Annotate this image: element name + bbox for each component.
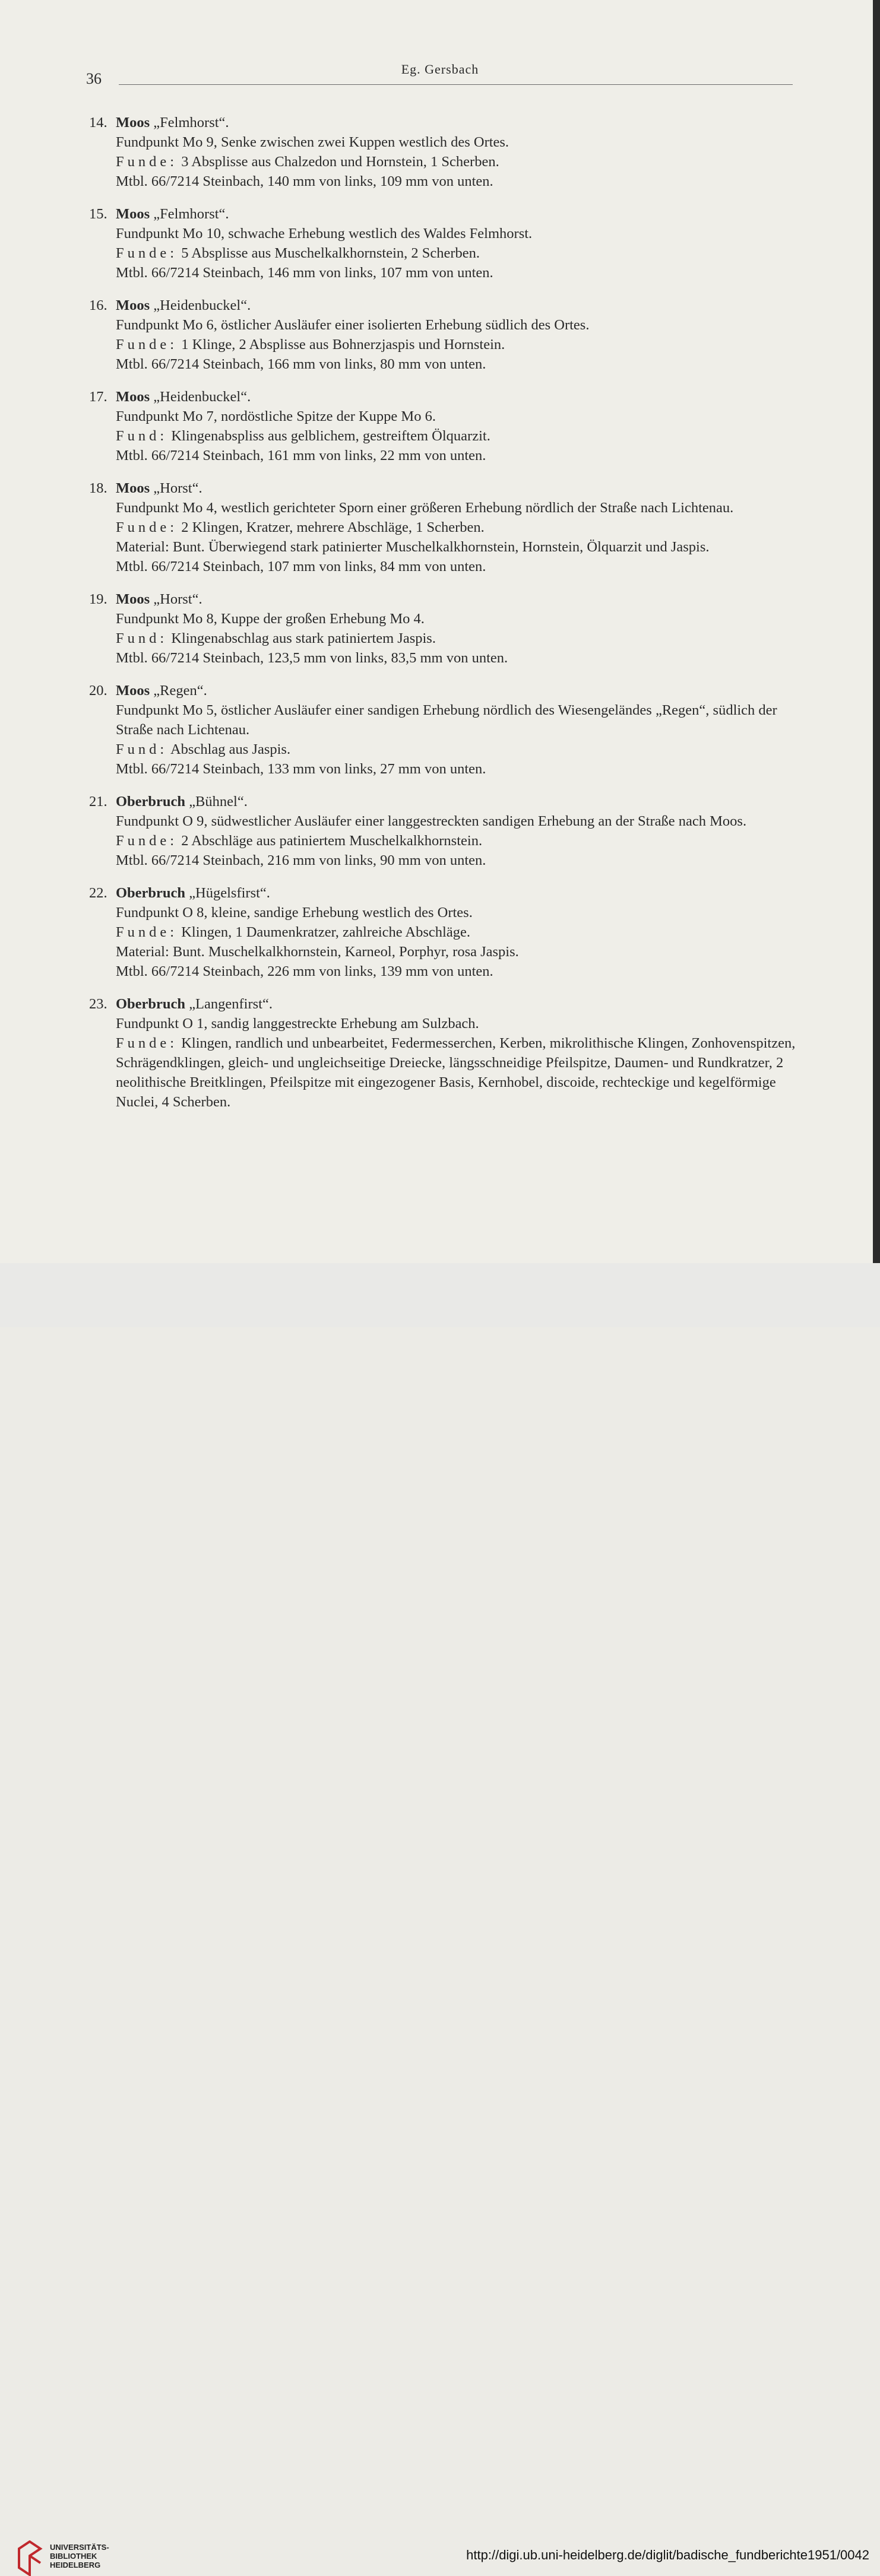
entry-site-name: „Heidenbuckel“. [153, 297, 251, 313]
entry-line [89, 152, 813, 172]
site-entry [89, 681, 813, 779]
entry-line [89, 962, 813, 981]
finds-label: Funde: [116, 519, 178, 535]
entry-line-text: Klingenabschlag aus stark patiniertem Jaspis. [171, 630, 436, 646]
entry-line [89, 700, 813, 740]
entry-heading [89, 204, 813, 224]
entry-line [89, 759, 813, 779]
entry-heading [89, 113, 813, 132]
entry-line [89, 942, 813, 962]
entry-heading [89, 681, 813, 700]
entry-line-text: Klingen, randlich und unbearbeitet, Federmesserchen, Kerben, mikrolithische Klingen, Zonhovenspitzen, Schrägendklingen, gleich- und ungleichseitige Dreiecke, längsschneidige Pfeilspitze, Daumen- und Rundkratzer, 2 neolithische Breitklingen, Pfeilspitze mit eingezogener Basis, Kernhobel, discoide, rechteckige und kegelförmige Nuclei, 4 Scherben. [116, 1035, 796, 1110]
entry-heading [89, 478, 813, 498]
entry-line-text: Fundpunkt Mo 9, Senke zwischen zwei Kuppen westlich des Ortes. [116, 134, 509, 150]
entry-line-text: Fundpunkt Mo 10, schwache Erhebung westlich des Waldes Felmhorst. [116, 226, 533, 242]
entry-line [89, 354, 813, 374]
entry-line [89, 132, 813, 152]
entry-line-text: 2 Klingen, Kratzer, mehrere Abschläge, 1 Scherben. [181, 519, 485, 535]
entry-number: 16. [89, 297, 107, 313]
entry-line [89, 243, 813, 263]
entry-line [89, 446, 813, 465]
entry-line-text: 5 Absplisse aus Muschelkalkhornstein, 2 Scherben. [181, 245, 480, 261]
footer-bar [0, 1263, 880, 2569]
entry-line-text: Fundpunkt Mo 8, Kuppe der großen Erhebung Mo 4. [116, 611, 425, 627]
entry-heading [89, 296, 813, 315]
entry-line-text: Klingen, 1 Daumenkratzer, zahlreiche Abschläge. [181, 924, 470, 940]
finds-label: Fund: [116, 741, 168, 757]
entry-line-text: Mtbl. 66/7214 Steinbach, 161 mm von links, 22 mm von unten. [116, 448, 486, 464]
library-name [50, 2543, 109, 2569]
finds-label: Fund: [116, 630, 168, 646]
entry-site-name: „Horst“. [153, 591, 202, 607]
entry-line [89, 537, 813, 557]
entry-heading [89, 387, 813, 407]
entry-place: Moos [116, 206, 150, 222]
finds-label: Funde: [116, 833, 178, 849]
entry-line-text: Fundpunkt Mo 6, östlicher Ausläufer einer isolierten Erhebung südlich des Ortes. [116, 317, 590, 333]
entry-heading [89, 883, 813, 903]
site-entry [89, 296, 813, 374]
entry-number: 18. [89, 480, 107, 496]
entry-line [89, 518, 813, 537]
site-entry [89, 589, 813, 668]
entry-line [89, 851, 813, 870]
running-head: Eg. Gersbach [401, 62, 479, 77]
entry-line [89, 224, 813, 243]
entry-line [89, 1033, 813, 1112]
entry-line [89, 609, 813, 629]
entry-place: Moos [116, 389, 150, 405]
library-name-line: BIBLIOTHEK [50, 2552, 97, 2561]
entry-line [89, 172, 813, 191]
site-entry [89, 387, 813, 465]
finds-label: Funde: [116, 154, 178, 170]
entry-line [89, 335, 813, 354]
entry-site-name: „Regen“. [153, 683, 207, 699]
entry-number: 15. [89, 206, 107, 222]
entry-line-text: Mtbl. 66/7214 Steinbach, 123,5 mm von links, 83,5 mm von unten. [116, 650, 508, 666]
site-entry [89, 883, 813, 981]
site-entry [89, 994, 813, 1112]
entry-number: 23. [89, 996, 107, 1012]
entry-line [89, 263, 813, 283]
entry-line-text: 3 Absplisse aus Chalzedon und Hornstein, 1 Scherben. [181, 154, 499, 170]
site-entry [89, 792, 813, 870]
entry-line [89, 426, 813, 446]
entry-line-text: Mtbl. 66/7214 Steinbach, 166 mm von links, 80 mm von unten. [116, 356, 486, 372]
entry-line-text: Fundpunkt O 1, sandig langgestreckte Erhebung am Sulzbach. [116, 1016, 479, 1032]
site-entries [89, 113, 813, 1125]
entry-line [89, 740, 813, 759]
site-entry [89, 113, 813, 191]
entry-line-text: Fundpunkt O 9, südwestlicher Ausläufer einer langgestreckten sandigen Erhebung an der Straße nach Moos. [116, 813, 747, 829]
entry-place: Moos [116, 591, 150, 607]
entry-heading [89, 589, 813, 609]
entry-place: Oberbruch [116, 996, 186, 1012]
entry-line [89, 557, 813, 576]
entry-place: Moos [116, 297, 150, 313]
entry-place: Oberbruch [116, 794, 186, 810]
entry-number: 17. [89, 389, 107, 405]
entry-line-text: Mtbl. 66/7214 Steinbach, 216 mm von links, 90 mm von unten. [116, 852, 486, 868]
entry-line [89, 407, 813, 426]
entry-line [89, 498, 813, 518]
entry-line-text: Abschlag aus Jaspis. [170, 741, 291, 757]
entry-line-text: Mtbl. 66/7214 Steinbach, 226 mm von links, 139 mm von unten. [116, 963, 493, 979]
entry-place: Moos [116, 115, 150, 131]
entry-site-name: „Langenfirst“. [189, 996, 273, 1012]
entry-line-text: 2 Abschläge aus patiniertem Muschelkalkhornstein. [181, 833, 483, 849]
entry-heading [89, 792, 813, 811]
entry-line-text: Fundpunkt O 8, kleine, sandige Erhebung westlich des Ortes. [116, 905, 473, 921]
entry-site-name: „Bühnel“. [189, 794, 248, 810]
entry-place: Oberbruch [116, 885, 186, 901]
finds-label: Fund: [116, 428, 168, 444]
entry-site-name: „Heidenbuckel“. [153, 389, 251, 405]
entry-site-name: „Hügelsfirst“. [189, 885, 270, 901]
entry-line-text: Mtbl. 66/7214 Steinbach, 140 mm von links, 109 mm von unten. [116, 173, 493, 189]
entry-place: Moos [116, 683, 150, 699]
finds-label: Funde: [116, 1035, 178, 1051]
entry-line-text: Klingenabspliss aus gelblichem, gestreiftem Ölquarzit. [171, 428, 490, 444]
entry-number: 22. [89, 885, 107, 901]
entry-line [89, 903, 813, 922]
entry-number: 20. [89, 683, 107, 699]
entry-line-text: Fundpunkt Mo 7, nordöstliche Spitze der Kuppe Mo 6. [116, 408, 436, 424]
library-name-line: HEIDELBERG [50, 2561, 101, 2569]
finds-label: Funde: [116, 245, 178, 261]
entry-line [89, 811, 813, 831]
entry-line [89, 648, 813, 668]
entry-heading [89, 994, 813, 1014]
entry-line [89, 831, 813, 851]
entry-site-name: „Felmhorst“. [153, 115, 229, 131]
entry-line-text: Mtbl. 66/7214 Steinbach, 133 mm von links, 27 mm von unten. [116, 761, 486, 777]
scanned-page [0, 0, 880, 1263]
entry-number: 19. [89, 591, 107, 607]
entry-line-text: Material: Bunt. Überwiegend stark patinierter Muschelkalkhornstein, Hornstein, Ölquarzit und Jaspis. [116, 539, 710, 555]
entry-line-text: Material: Bunt. Muschelkalkhornstein, Karneol, Porphyr, rosa Jaspis. [116, 944, 519, 960]
site-entry [89, 478, 813, 576]
header-rule [119, 84, 793, 85]
site-entry [89, 204, 813, 283]
page-number: 36 [86, 70, 102, 87]
entry-line [89, 1014, 813, 1033]
entry-line [89, 629, 813, 648]
entry-number: 14. [89, 115, 107, 131]
entry-site-name: „Felmhorst“. [153, 206, 229, 222]
entry-line-text: Fundpunkt Mo 4, westlich gerichteter Sporn einer größeren Erhebung nördlich der Straße nach Lichtenau. [116, 500, 734, 516]
finds-label: Funde: [116, 337, 178, 353]
entry-site-name: „Horst“. [153, 480, 202, 496]
entry-place: Moos [116, 480, 150, 496]
library-logo-icon [17, 2540, 43, 2576]
entry-line-text: Fundpunkt Mo 5, östlicher Ausläufer einer sandigen Erhebung nördlich des Wiesengeländes „Regen“, südlich der Straße nach Lichtenau. [116, 702, 777, 738]
entry-line-text: 1 Klinge, 2 Absplisse aus Bohnerzjaspis und Hornstein. [181, 337, 505, 353]
source-url[interactable]: http://digi.ub.uni-heidelberg.de/diglit/badische_fundberichte1951/0042 [466, 2548, 869, 2562]
entry-number: 21. [89, 794, 107, 810]
entry-line-text: Mtbl. 66/7214 Steinbach, 107 mm von links, 84 mm von unten. [116, 559, 486, 575]
library-name-line: UNIVERSITÄTS- [50, 2543, 109, 2552]
entry-line [89, 315, 813, 335]
entry-line [89, 922, 813, 942]
finds-label: Funde: [116, 924, 178, 940]
entry-line-text: Mtbl. 66/7214 Steinbach, 146 mm von links, 107 mm von unten. [116, 265, 493, 281]
